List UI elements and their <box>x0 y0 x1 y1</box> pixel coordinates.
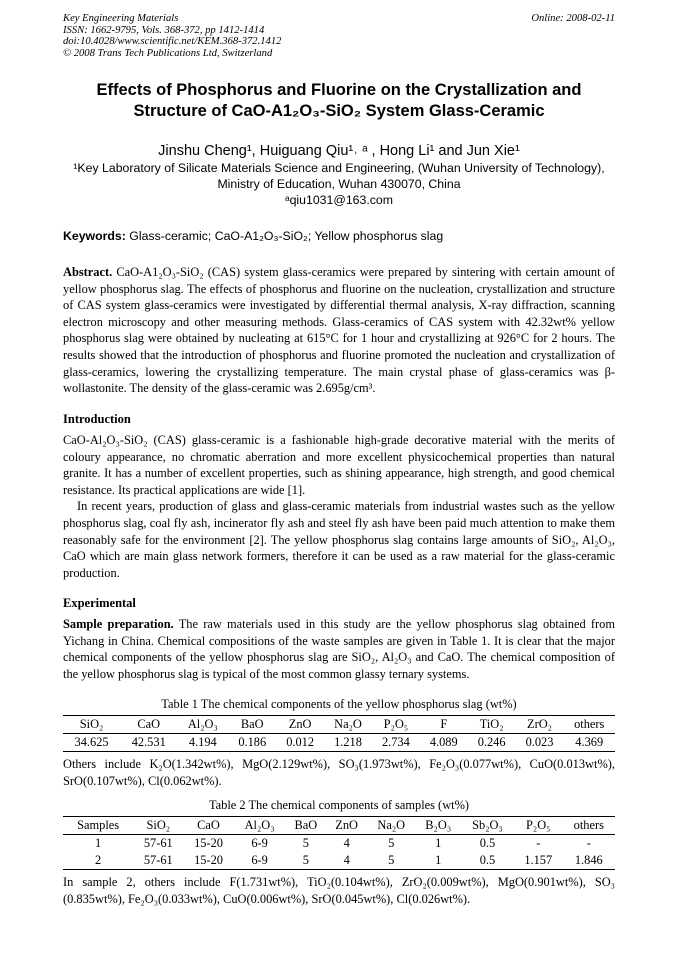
column-header: BaO <box>240 717 264 731</box>
table-cell: 2.734 <box>381 735 410 749</box>
journal-header <box>63 13 615 59</box>
abstract-text: CaO-A1₂O₃-SiO₂ (CAS) system glass-ceramics were prepared by sintering with certain amount of yellow phosphorus slag. The effects of phosphorus and fluorine on the nucleation, crystallization and structure of CAS system glass-ceramics were investigated by differential thermal analysis, X-ray diffraction, scanning electron microscopy and other measuring methods. Glass-ceramics of CAS system with 42.32wt% yellow phosphorus slag were obtained by nucleating at 615°C for 1 hour and crystallizing at 926°C for 2 hours. The results showed that the introduction of phosphorus and fluorine promoted the nucleation and crystallization of glass-ceramics, lowering the crystallizing temperature. The main crystal phase of glass-ceramics was β-wollastonite. The density of the glass-ceramic was 2.695g/cm³. <box>63 265 615 396</box>
table-cell: 5 <box>388 836 395 850</box>
table-cell: 4.369 <box>575 735 604 749</box>
table-cell: 0.5 <box>479 836 496 850</box>
table-cell: 4 <box>343 836 350 850</box>
table-cell: 1.218 <box>334 735 362 749</box>
introduction-section <box>63 411 615 581</box>
table-header-row <box>63 817 615 835</box>
copyright: © 2008 Trans Tech Publications Ltd, Switzerland <box>63 47 273 59</box>
table-1-caption: Table 1 The chemical components of the yellow phosphorus slag (wt%) <box>161 697 517 711</box>
table-2-block <box>63 798 615 907</box>
experimental-heading: Experimental <box>63 596 136 610</box>
table-cell: 0.5 <box>479 853 496 867</box>
column-header: P₂O₅ <box>526 818 551 832</box>
table-cell: 1.157 <box>524 853 553 867</box>
table-cell: 5 <box>302 853 309 867</box>
title-line-2: Structure of CaO-A1₂O₃-SiO₂ System Glass-Ceramic <box>133 102 545 120</box>
column-header: P₂O₅ <box>383 717 409 731</box>
table-cell: 1 <box>435 853 442 867</box>
column-header: B₂O₃ <box>425 818 452 832</box>
table-cell: 4.089 <box>429 735 458 749</box>
table-row <box>63 734 615 752</box>
doi: doi:10.4028/www.scientific.net/KEM.368-372.1412 <box>63 36 282 48</box>
sample-preparation-label: Sample preparation. <box>63 617 174 631</box>
sample-preparation-paragraph <box>63 616 615 682</box>
affiliation <box>63 161 615 192</box>
table-1-block <box>63 697 615 789</box>
keywords-text: Glass-ceramic; CaO-A1₂O₃-SiO₂; Yellow phosphorus slag <box>125 229 444 243</box>
table-1 <box>63 715 615 752</box>
column-header: Al₂O₃ <box>244 818 275 832</box>
email: ᵃqiu1031@163.com <box>285 193 393 207</box>
column-header: SiO₂ <box>146 818 171 832</box>
authors: Jinshu Cheng¹, Huiguang Qiu¹˒ ᵃ , Hong Li¹ and Jun Xie¹ <box>158 143 520 159</box>
sample-preparation-text: The raw materials used in this study are the yellow phosphorus slag obtained from Yichang in China. Chemical compositions of the waste samples are given in Table 1. It is clear that the major chemical components of the yellow phosphorus slag are SiO₂, Al₂O₃ and CaO. The chemical composition of the yellow phosphorus slag is typical of the most common glassy ternary systems. <box>63 617 615 681</box>
keywords <box>63 229 615 243</box>
table-cell: 4 <box>343 853 350 867</box>
column-header: others <box>574 717 605 731</box>
table-cell: 1.846 <box>574 853 603 867</box>
table-cell: 0.186 <box>238 735 267 749</box>
issn: ISSN: 1662-9795, Vols. 368-372, pp 1412-1414 <box>63 24 265 36</box>
table-row <box>63 852 615 870</box>
table-cell: 2 <box>94 853 102 867</box>
column-header: CaO <box>137 717 161 731</box>
column-header: SiO₂ <box>79 717 104 731</box>
online-date: Online: 2008-02-11 <box>531 13 615 24</box>
affiliation-line-1: ¹Key Laboratory of Silicate Materials Science and Engineering, (Wuhan University of Technology), <box>73 161 605 175</box>
abstract <box>63 264 615 397</box>
column-header: F <box>440 717 448 731</box>
table-cell: 5 <box>302 836 309 850</box>
table-header-row <box>63 716 615 734</box>
column-header: TiO₂ <box>479 717 504 731</box>
table-cell: 15-20 <box>194 853 223 867</box>
journal-name: Key Engineering Materials <box>63 13 179 24</box>
table-row <box>63 835 615 853</box>
table-1-note: Others include K₂O(1.342wt%), MgO(2.129wt%), SO₃(1.973wt%), Fe₂O₃(0.077wt%), CuO(0.013wt%), SrO(0.107wt%), Cl(0.062wt%). <box>63 757 615 788</box>
table-cell: 1 <box>435 836 442 850</box>
introduction-paragraph-2: In recent years, production of glass and glass-ceramic materials from industrial wastes such as the yellow phosphorus slag, coal fly ash, incinerator fly ash and steel fly ash have been paid much attention to make them reasonably safe for the environment [2]. The yellow phosphorus slag contains large amounts of SiO₂, Al₂O₃, CaO which are main glass network formers, therefore it can be used as a raw material for the glass-ceramic production. <box>63 499 615 580</box>
paper-title <box>63 80 615 122</box>
table-cell: 57-61 <box>143 853 173 867</box>
column-header: CaO <box>197 818 220 832</box>
column-header: ZnO <box>288 717 312 731</box>
table-cell: 6-9 <box>251 836 268 850</box>
abstract-label: Abstract. <box>63 265 113 279</box>
table-2-caption: Table 2 The chemical components of samples (wt%) <box>208 798 470 812</box>
keywords-label: Keywords: <box>63 229 126 243</box>
affiliation-line-2: Ministry of Education, Wuhan 430070, China <box>217 176 461 191</box>
column-header: Na₂O <box>377 818 406 832</box>
column-header: ZnO <box>335 818 359 832</box>
table-cell: 5 <box>388 853 395 867</box>
column-header: Samples <box>77 818 120 832</box>
introduction-paragraph-1: CaO-Al₂O₃-SiO₂ (CAS) glass-ceramic is a fashionable high-grade decorative material with the merits of coloury appearance, no chromatic aberration and more excellent physicochemical properties than natural granite. It has a number of excellent properties, such as shining appearance, high strength, and good chemical resistance. Its practical applications are wide [1]. <box>63 433 615 497</box>
table-cell: 0.246 <box>477 735 506 749</box>
table-cell: 57-61 <box>143 836 173 850</box>
column-header: ZrO₂ <box>527 717 552 731</box>
title-line-1: Effects of Phosphorus and Fluorine on the Crystallization and <box>96 81 582 99</box>
table-cell: 4.194 <box>188 735 217 749</box>
table-2 <box>63 816 615 870</box>
table-cell: 1 <box>94 836 102 850</box>
table-cell: 0.012 <box>286 735 315 749</box>
column-header: BaO <box>294 818 318 832</box>
column-header: Na₂O <box>334 717 362 731</box>
table-cell: 42.531 <box>131 735 166 749</box>
experimental-section <box>63 595 615 682</box>
table-cell: - <box>586 836 591 850</box>
table-cell: 0.023 <box>525 735 554 749</box>
introduction-heading: Introduction <box>63 412 131 426</box>
column-header: Sb₂O₃ <box>472 818 503 832</box>
column-header: others <box>573 818 604 832</box>
table-cell: 15-20 <box>194 836 223 850</box>
table-cell: 34.625 <box>74 735 109 749</box>
table-2-note: In sample 2, others include F(1.731wt%), TiO₂(0.104wt%), ZrO₂(0.009wt%), MgO(0.901wt%), SO₃ (0.835wt%), Fe₂O₃(0.033wt%), CuO(0.006wt%), SrO(0.045wt%), Cl(0.026wt%). <box>63 875 615 906</box>
table-cell: - <box>536 836 541 850</box>
column-header: Al₂O₃ <box>187 717 218 731</box>
table-cell: 6-9 <box>251 853 268 867</box>
